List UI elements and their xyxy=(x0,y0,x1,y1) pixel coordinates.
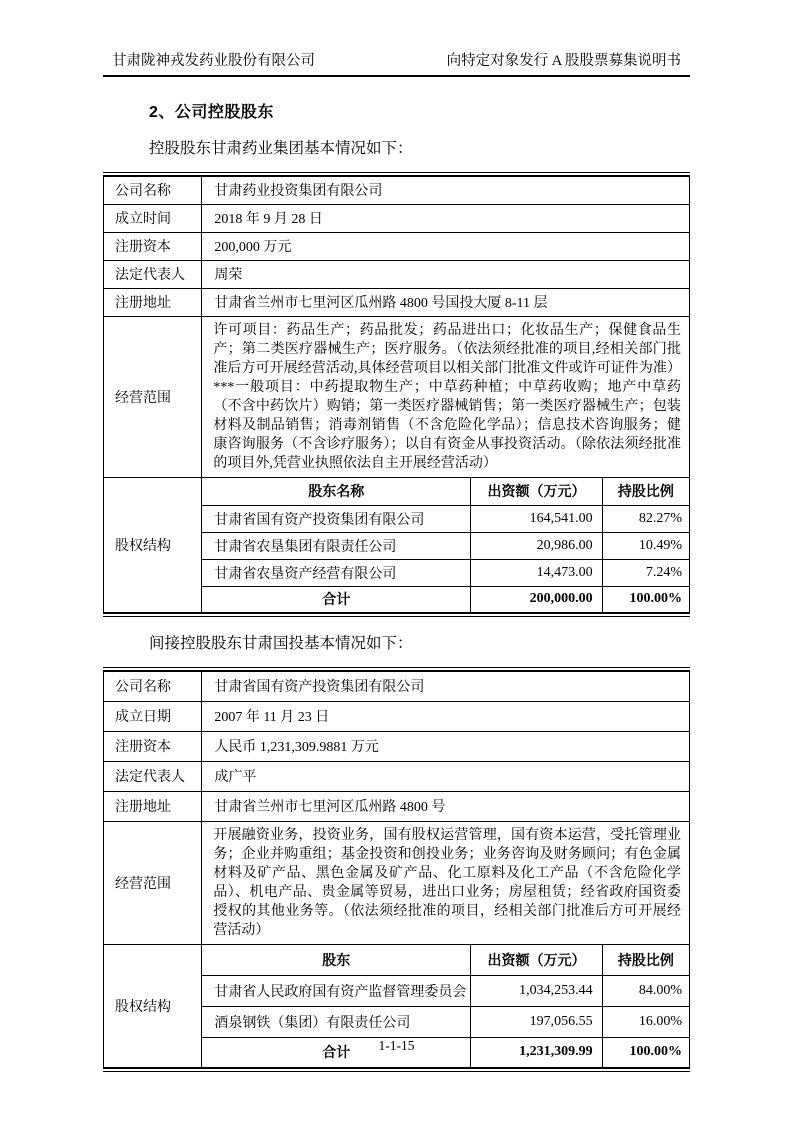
total-label: 合计 xyxy=(202,1037,471,1068)
shareholder-contribution: 164,541.00 xyxy=(471,505,602,532)
table-row xyxy=(104,791,690,821)
shareholder-name: 酒泉钢铁（集团）有限责任公司 xyxy=(202,1006,471,1037)
column-header-ratio: 持股比例 xyxy=(602,477,689,505)
info-row-label: 成立日期 xyxy=(104,701,202,731)
info-row-value: 甘肃省兰州市七里河区瓜州路 4800 号国投大厦 8-11 层 xyxy=(202,288,690,316)
business-scope-label: 经营范围 xyxy=(104,316,202,477)
business-scope-text: 许可项目：药品生产；药品批发；药品进出口；化妆品生产；保健食品生产；第二类医疗器械生产；医疗服务。（依法须经批准的项目,经相关部门批准后方可开展经营活动,具体经营项目以相关部门批准文件或许可证件为准）***一般项目：中药提取物生产；中草药种植；中草药收购；地产中草药（不含中药饮片）购销；第一类医疗器械销售；第一类医疗器械生产；包装材料及制品销售；消毒剂销售（不含危险化学品）；信息技术咨询服务；健康咨询服务（不含诊疗服务）；以自有资金从事投资活动。（除依法须经批准的项目外,凭营业执照依法自主开展经营活动） xyxy=(202,316,690,477)
page-header xyxy=(103,52,690,77)
table-row xyxy=(104,761,690,791)
shareholder-name: 甘肃省国有资产投资集团有限公司 xyxy=(202,505,471,532)
table-row xyxy=(104,232,690,260)
shareholder-contribution: 197,056.55 xyxy=(471,1006,602,1037)
shareholder-contribution: 20,986.00 xyxy=(471,532,602,559)
info-row-label: 注册资本 xyxy=(104,731,202,761)
total-contribution: 1,231,309.99 xyxy=(471,1037,602,1068)
info-row-value: 甘肃省国有资产投资集团有限公司 xyxy=(202,671,690,701)
column-header-shareholder: 股东 xyxy=(202,944,471,975)
column-header-ratio: 持股比例 xyxy=(602,944,689,975)
info-row-label: 公司名称 xyxy=(104,671,202,701)
intro-paragraph-1: 控股股东甘肃药业集团基本情况如下： xyxy=(149,140,413,157)
info-row-value: 甘肃省兰州市七里河区瓜州路 4800 号 xyxy=(202,791,690,821)
controlling-shareholder-table-wrap xyxy=(103,172,690,617)
shareholder-name: 甘肃省农垦资产经营有限公司 xyxy=(202,559,471,586)
table-row xyxy=(104,731,690,761)
table-row xyxy=(104,260,690,288)
total-label: 合计 xyxy=(202,586,471,613)
shareholding-label: 股权结构 xyxy=(104,477,202,613)
table-row xyxy=(104,316,690,477)
info-row-label: 注册地址 xyxy=(104,791,202,821)
info-row-label: 法定代表人 xyxy=(104,761,202,791)
info-row-label: 成立时间 xyxy=(104,204,202,232)
table-row xyxy=(104,288,690,316)
table-row xyxy=(104,821,690,944)
info-row-value: 2018 年 9 月 28 日 xyxy=(202,204,690,232)
info-row-value: 周荣 xyxy=(202,260,690,288)
shareholder-ratio: 16.00% xyxy=(602,1006,689,1037)
total-contribution: 200,000.00 xyxy=(471,586,602,613)
info-row-label: 法定代表人 xyxy=(104,260,202,288)
total-ratio: 100.00% xyxy=(602,586,689,613)
total-ratio: 100.00% xyxy=(602,1037,689,1068)
shareholder-name: 甘肃省人民政府国有资产监督管理委员会 xyxy=(202,975,471,1006)
info-row-value: 2007 年 11 月 23 日 xyxy=(202,701,690,731)
info-row-label: 注册资本 xyxy=(104,232,202,260)
column-header-contribution: 出资额（万元） xyxy=(471,944,602,975)
shareholder-contribution: 14,473.00 xyxy=(471,559,602,586)
business-scope-text: 开展融资业务，投资业务，国有股权运营管理，国有资本运营，受托管理业务；企业并购重组；基金投资和创投业务；业务咨询及财务顾问；有色金属材料及矿产品、黑色金属及矿产品、化工原料及化工产品（不含危险化学品）、机电产品、贵金属等贸易，进出口业务；房屋租赁；经省政府国资委授权的其他业务等。（依法须经批准的项目，经相关部门批准后方可开展经营活动） xyxy=(202,821,690,944)
section-title: 2、公司控股股东 xyxy=(149,104,274,121)
header-document-title: 向特定对象发行 A 股股票募集说明书 xyxy=(446,53,681,69)
column-header-shareholder: 股东名称 xyxy=(202,477,471,505)
shareholder-ratio: 82.27% xyxy=(602,505,689,532)
shareholder-name: 甘肃省农垦集团有限责任公司 xyxy=(202,532,471,559)
shareholding-label: 股权结构 xyxy=(104,944,202,1068)
business-scope-label: 经营范围 xyxy=(104,821,202,944)
shareholding-header-row xyxy=(104,477,690,505)
table-row xyxy=(104,671,690,701)
shareholder-ratio: 84.00% xyxy=(602,975,689,1006)
column-header-contribution: 出资额（万元） xyxy=(471,477,602,505)
shareholder-ratio: 7.24% xyxy=(602,559,689,586)
table-row xyxy=(104,204,690,232)
shareholding-header-row xyxy=(104,944,690,975)
page-content xyxy=(0,52,793,1072)
page-number: 1-1-15 xyxy=(378,1038,415,1053)
controlling-shareholder-table xyxy=(103,175,690,614)
info-row-value: 甘肃药业投资集团有限公司 xyxy=(202,176,690,204)
table-row xyxy=(104,701,690,731)
info-row-value: 200,000 万元 xyxy=(202,232,690,260)
intro-paragraph-2: 间接控股股东甘肃国投基本情况如下： xyxy=(149,635,413,652)
header-company-name: 甘肃陇神戎发药业股份有限公司 xyxy=(112,53,315,69)
shareholder-ratio: 10.49% xyxy=(602,532,689,559)
info-row-value: 人民币 1,231,309.9881 万元 xyxy=(202,731,690,761)
info-row-value: 成广平 xyxy=(202,761,690,791)
table-row xyxy=(104,176,690,204)
info-row-label: 公司名称 xyxy=(104,176,202,204)
info-row-label: 注册地址 xyxy=(104,288,202,316)
shareholder-contribution: 1,034,253.44 xyxy=(471,975,602,1006)
indirect-shareholder-table-wrap xyxy=(103,667,690,1072)
indirect-shareholder-table xyxy=(103,670,690,1069)
